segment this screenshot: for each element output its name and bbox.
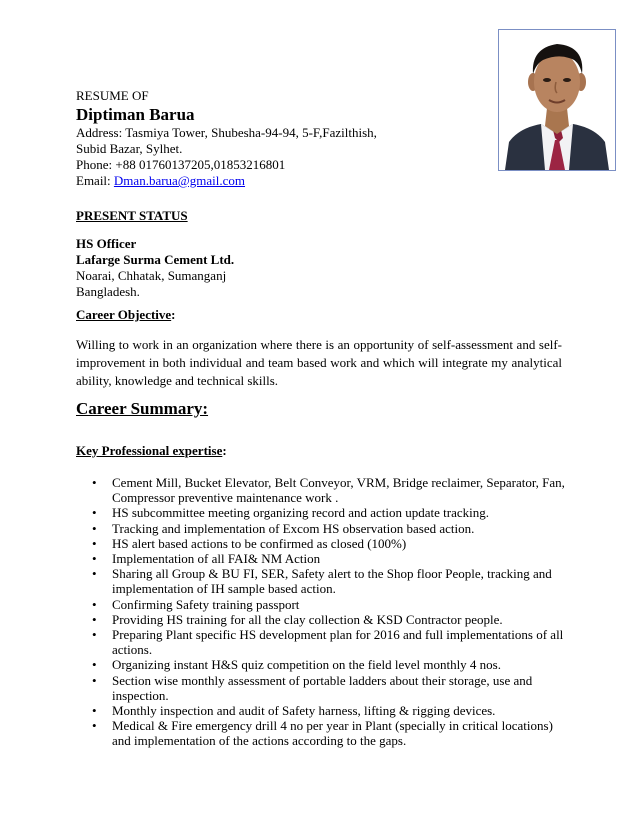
expertise-heading: Key Professional expertise [76, 443, 223, 458]
list-item: • Implementation of all FAI& NM Action [76, 551, 570, 566]
address-line-1: Address: Tasmiya Tower, Shubesha-94-94, 5-F,Fazilthish, [76, 125, 377, 140]
present-status-section [76, 208, 562, 300]
address-line-2: Subid Bazar, Sylhet. [76, 141, 183, 156]
company-country: Bangladesh. [76, 284, 140, 299]
expertise-heading-row [76, 443, 562, 459]
career-objective-colon: : [171, 307, 176, 322]
profile-photo [498, 29, 616, 171]
career-objective-text: Willing to work in an organization where there is an opportunity of self-assessment and self-improvement in both individual and team based work and which will integrate my analytical ability, knowledge and technical skills. [76, 337, 562, 388]
list-item: • Preparing Plant specific HS development plan for 2016 and full implementations of all actions. [76, 627, 570, 657]
list-item: • Organizing instant H&S quiz competition on the field level monthly 4 nos. [76, 657, 570, 672]
expertise-colon: : [222, 443, 227, 458]
email-line [76, 173, 476, 189]
email-label: Email: [76, 173, 114, 188]
position-title: HS Officer [76, 236, 137, 251]
expertise-list [76, 475, 570, 749]
list-item: • Sharing all Group & BU FI, SER, Safety alert to the Shop floor People, tracking and implementation of IH sample based action. [76, 566, 570, 596]
list-item: • Tracking and implementation of Excom HS observation based action. [76, 521, 570, 536]
expertise-section [76, 443, 562, 459]
candidate-name: Diptiman Barua [76, 105, 195, 124]
list-item: • Confirming Safety training passport [76, 597, 570, 612]
career-objective-heading: Career Objective [76, 307, 172, 322]
present-status-heading: PRESENT STATUS [76, 208, 188, 223]
resume-of-label: RESUME OF [76, 88, 149, 103]
contact-header [76, 88, 476, 189]
list-item: • Section wise monthly assessment of portable ladders about their storage, use and inspection. [76, 673, 570, 703]
list-item: • Providing HS training for all the clay collection & KSD Contractor people. [76, 612, 570, 627]
company-location: Noarai, Chhatak, Sumanganj [76, 268, 227, 283]
career-summary-heading: Career Summary: [76, 399, 209, 418]
career-summary-section [76, 399, 562, 419]
career-objective-section [76, 307, 562, 323]
list-item: • HS subcommittee meeting organizing record and action update tracking. [76, 505, 570, 520]
company-name: Lafarge Surma Cement Ltd. [76, 252, 235, 267]
list-item: • Cement Mill, Bucket Elevator, Belt Conveyor, VRM, Bridge reclaimer, Separator, Fan, Compressor preventive maintenance work . [76, 475, 570, 505]
list-item: • Medical & Fire emergency drill 4 no per year in Plant (specially in critical locations) and implementation of the actions according to the gaps. [76, 718, 570, 748]
portrait-image [499, 30, 615, 170]
phone-line: Phone: +88 01760137205,01853216801 [76, 157, 286, 172]
list-item: • Monthly inspection and audit of Safety harness, lifting & rigging devices. [76, 703, 570, 718]
email-link[interactable]: Dman.barua@gmail.com [113, 173, 246, 188]
career-objective-heading-row [76, 307, 562, 323]
expertise-list-container [76, 475, 570, 749]
list-item: • HS alert based actions to be confirmed as closed (100%) [76, 536, 570, 551]
